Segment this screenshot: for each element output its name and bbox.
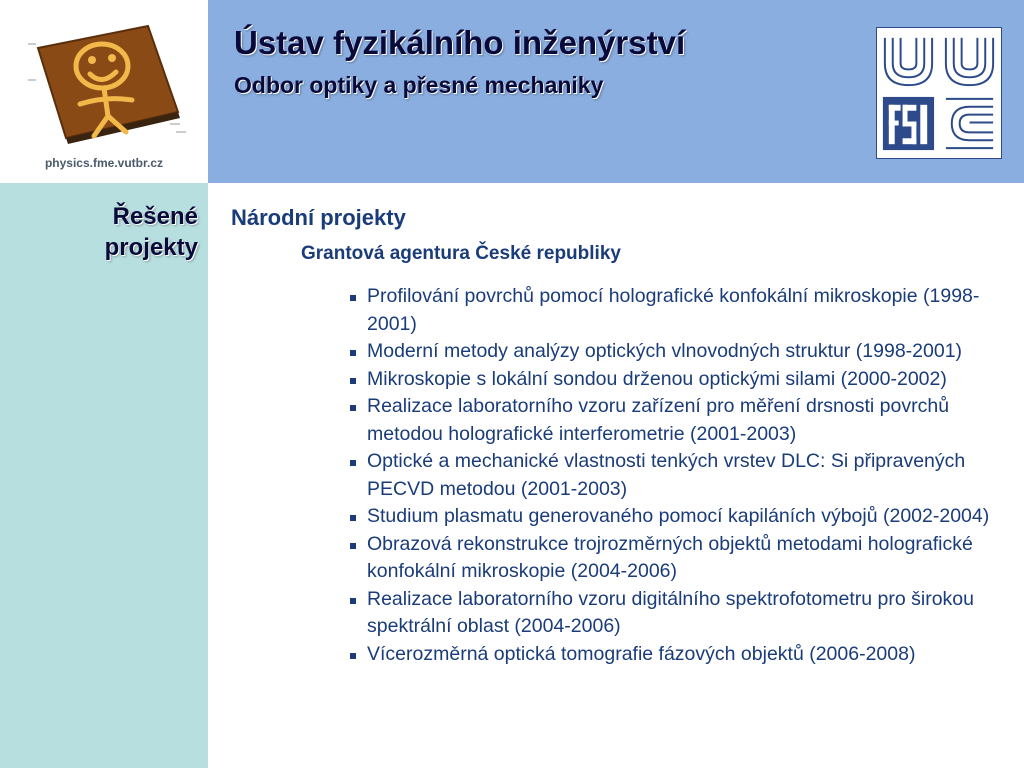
fsi-logo <box>876 27 1002 159</box>
project-text: Realizace laboratorního vzoru digitálního spektrofotometru pro širokou spektrální oblast (2004-2006) <box>367 587 974 637</box>
page-subtitle: Odbor optiky a přesné mechaniky <box>234 72 604 98</box>
main-content <box>208 183 1024 768</box>
section-label-line2: projekty <box>104 234 198 261</box>
list-item <box>348 448 1020 503</box>
project-text: Mikroskopie s lokální sondou drženou optickými silami (2000-2002) <box>367 367 947 390</box>
list-item <box>348 366 1020 394</box>
header-band <box>208 0 1024 183</box>
list-item <box>348 503 1020 531</box>
list-item <box>348 641 1020 669</box>
list-item <box>348 283 1020 338</box>
bullet-square-icon <box>350 460 356 466</box>
bullet-square-icon <box>350 515 356 521</box>
bullet-square-icon <box>350 405 356 411</box>
list-item <box>348 531 1020 586</box>
bullet-square-icon <box>350 378 356 384</box>
project-text: Studium plasmatu generovaného pomocí kapiláních výbojů (2002-2004) <box>367 505 990 527</box>
project-text: Optické a mechanické vlastnosti tenkých vrstev DLC: Si připravených PECVD metodou (2001-2003) <box>367 450 966 500</box>
section-label <box>105 201 198 263</box>
project-text: Realizace laboratorního vzoru zařízení pro měření drsnosti povrchů metodou holografické interferometrie (2001-2003) <box>367 395 950 445</box>
section-subheading: Grantová agentura České republiky <box>301 243 621 264</box>
project-text: Vícerozměrná optická tomografie fázových objektů (2006-2008) <box>367 642 916 665</box>
left-panel <box>0 183 208 768</box>
bullet-square-icon <box>350 350 356 356</box>
bullet-square-icon <box>350 543 356 549</box>
page-title: Ústav fyzikálního inženýrství <box>234 24 686 61</box>
project-text: Obrazová rekonstrukce trojrozměrných objektů metodami holografické konfokální mikroskopie (2004-2006) <box>367 532 973 582</box>
project-text: Profilování povrchů pomocí holografické konfokální mikroskopie (1998-2001) <box>367 285 980 335</box>
list-item <box>348 586 1020 641</box>
project-list <box>348 283 1020 668</box>
top-left-panel <box>0 0 208 183</box>
section-label-line1: Řešené <box>112 203 198 230</box>
project-text: Moderní metody analýzy optických vlnovodných struktur (1998-2001) <box>367 340 963 362</box>
section-heading: Národní projekty <box>231 205 406 230</box>
list-item <box>348 338 1020 366</box>
afm-smiley-image <box>20 20 190 150</box>
bullet-square-icon <box>350 653 356 659</box>
site-url[interactable]: physics.fme.vutbr.cz <box>44 156 164 170</box>
bullet-square-icon <box>350 295 356 301</box>
list-item <box>348 393 1020 448</box>
bullet-square-icon <box>350 598 356 604</box>
